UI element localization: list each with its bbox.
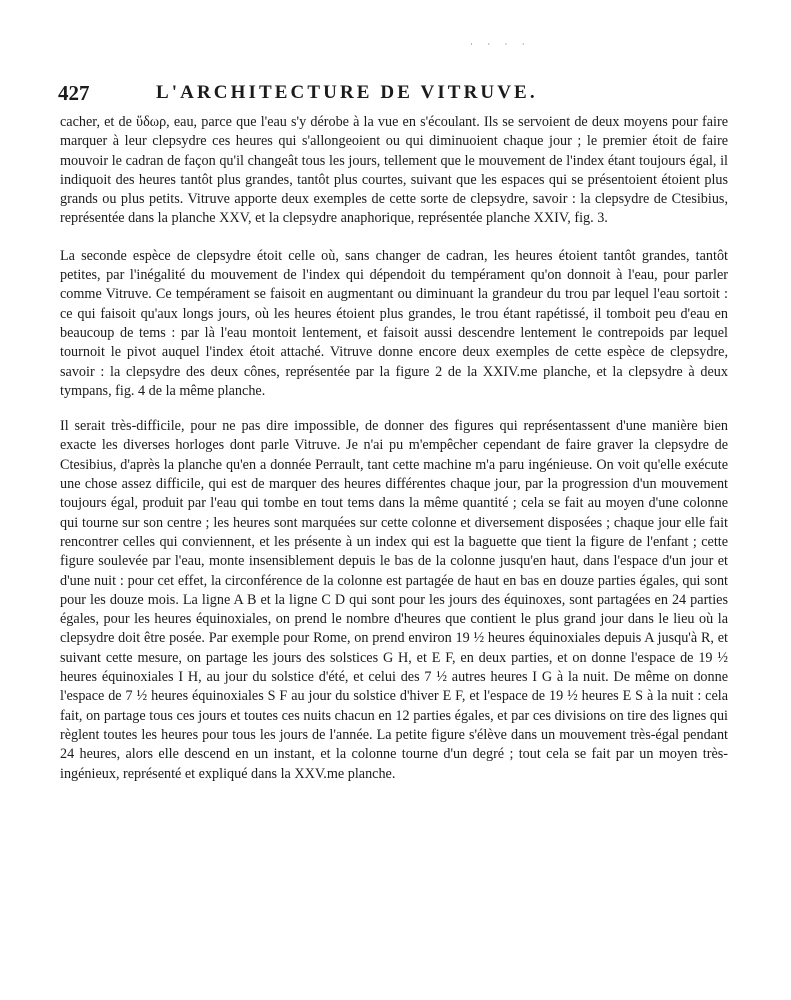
page-number: 427	[58, 81, 90, 105]
body-text	[60, 113, 728, 800]
page-header	[58, 80, 738, 110]
paragraph-2: La seconde espèce de clepsydre étoit celle où, sans changer de cadran, les heures étoient tantôt grandes, tantôt petites, par l'inégalité du mouvement de l'index qui dépendoit du tempérament qu'on donnoit à l'eau, pour parler comme Vitruve. Ce tempérament se faisoit en augmentant ou diminuant la grandeur du trou par lequel l'eau sortoit : ce qui faisoit qu'aux longs jours, où les heures étoient plus grandes, le trou étant rapétissé, il tomboit peu d'eau en beaucoup de tems : par là l'eau montoit lentement, et faisoit aussi descendre lentement le contrepoids par lequel tournoit le pivot auquel l'index étoit attaché. Vitruve donne encore deux exemples de cette espèce de clepsydre, savoir : la clepsydre des deux cônes, représentée par la figure 2 de la XXIV.me planche, et la clepsydre à deux tympans, fig. 4 de la même planche.	[60, 247, 728, 399]
paragraph-3: Il serait très-difficile, pour ne pas dire impossible, de donner des figures qui représentassent d'une manière bien exacte les diverses horloges dont parle Vitruve. Je n'ai pu m'empêcher cependant de faire graver la clepsydre de Ctesibius, d'après la planche qu'en a donnée Perrault, tant cette machine m'a paru ingénieuse. On voit qu'elle exécute une chose assez difficile, qui est de marquer des heures différentes chaque jour, par la progression d'un mouvement toujours égal, produit par l'eau qui tombe en tout tems dans la même quantité ; cela se fait au moyen d'une colonne qui tourne sur son centre ; les heures sont marquées sur cette colonne et diversement disposées ; chaque jour elle fait rencontrer celles qui conviennent, et les présente à un index qui est la baguette que tient la figure de l'enfant ; cette figure soulevée par l'eau, monte insensiblement depuis le bas de la colonne jusqu'en haut, dans l'espace d'un jour et d'une nuit : pour cet effet, la circonférence de la colonne est partagée de haut en bas en douze parties égales, qui sont pour les douze mois. La ligne A B et la ligne C D qui sont pour les jours des équinoxes, sont partagées en 24 parties égales, pour les heures équinoxiales, on prend le nombre d'heures que contient le plus grand jour dans le lieu où la clepsydre doit être posée. Par exemple pour Rome, on prend environ 19 ½ heures équinoxiales depuis A jusqu'à R, et suivant cette mesure, on partage les jours des solstices G H, et E F, en deux parties, et on donne l'espace de 19 ½ heures équinoxiales I H, au jour du solstice d'été, et celui des 7 ½ autres heures I G à la nuit. De même on donne l'espace de 7 ½ heures équinoxiales S F au jour du solstice d'hiver E F, et l'espace de 19 ½ heures E S à la nuit : cela fait, on partage tous ces jours et toutes ces nuits chacun en 12 parties égales, et par ces divisions on tire des lignes qui règlent toutes les heures pour tous les jours de l'année. La petite figure s'élève dans un mouvement très-égal pendant 24 heures, alors elle descend en un instant, et la colonne tourne d'un degré ; tout cela se fait par un moyen très-ingénieux, représenté et expliqué dans la XXV.me planche.	[60, 418, 728, 782]
running-title: L'ARCHITECTURE DE VITRUVE.	[156, 82, 538, 103]
scan-specks: · · · ·	[470, 39, 531, 49]
paragraph-1: cacher, et de ὕδωρ, eau, parce que l'eau s'y dérobe à la vue en s'écoulant. Ils se servoient de deux moyens pour faire marquer à leur clepsydre ces heures qui s'allongeoient ou qui diminuoient chaque jour ; le premier étoit de faire mouvoir le cadran de façon qu'il changeât tous les jours, tellement que le mouvement de l'index étant toujours égal, il indiquoit des heures tantôt plus grandes, tantôt plus courtes, suivant que les espaces qui se présentoient étoient plus grands ou plus petits. Vitruve apporte deux exemples de cette sorte de clepsydre, savoir : la clepsydre de Ctesibius, représentée dans la planche XXV, et la clepsydre anaphorique, représentée planche XXIV, fig. 3.	[60, 114, 728, 227]
